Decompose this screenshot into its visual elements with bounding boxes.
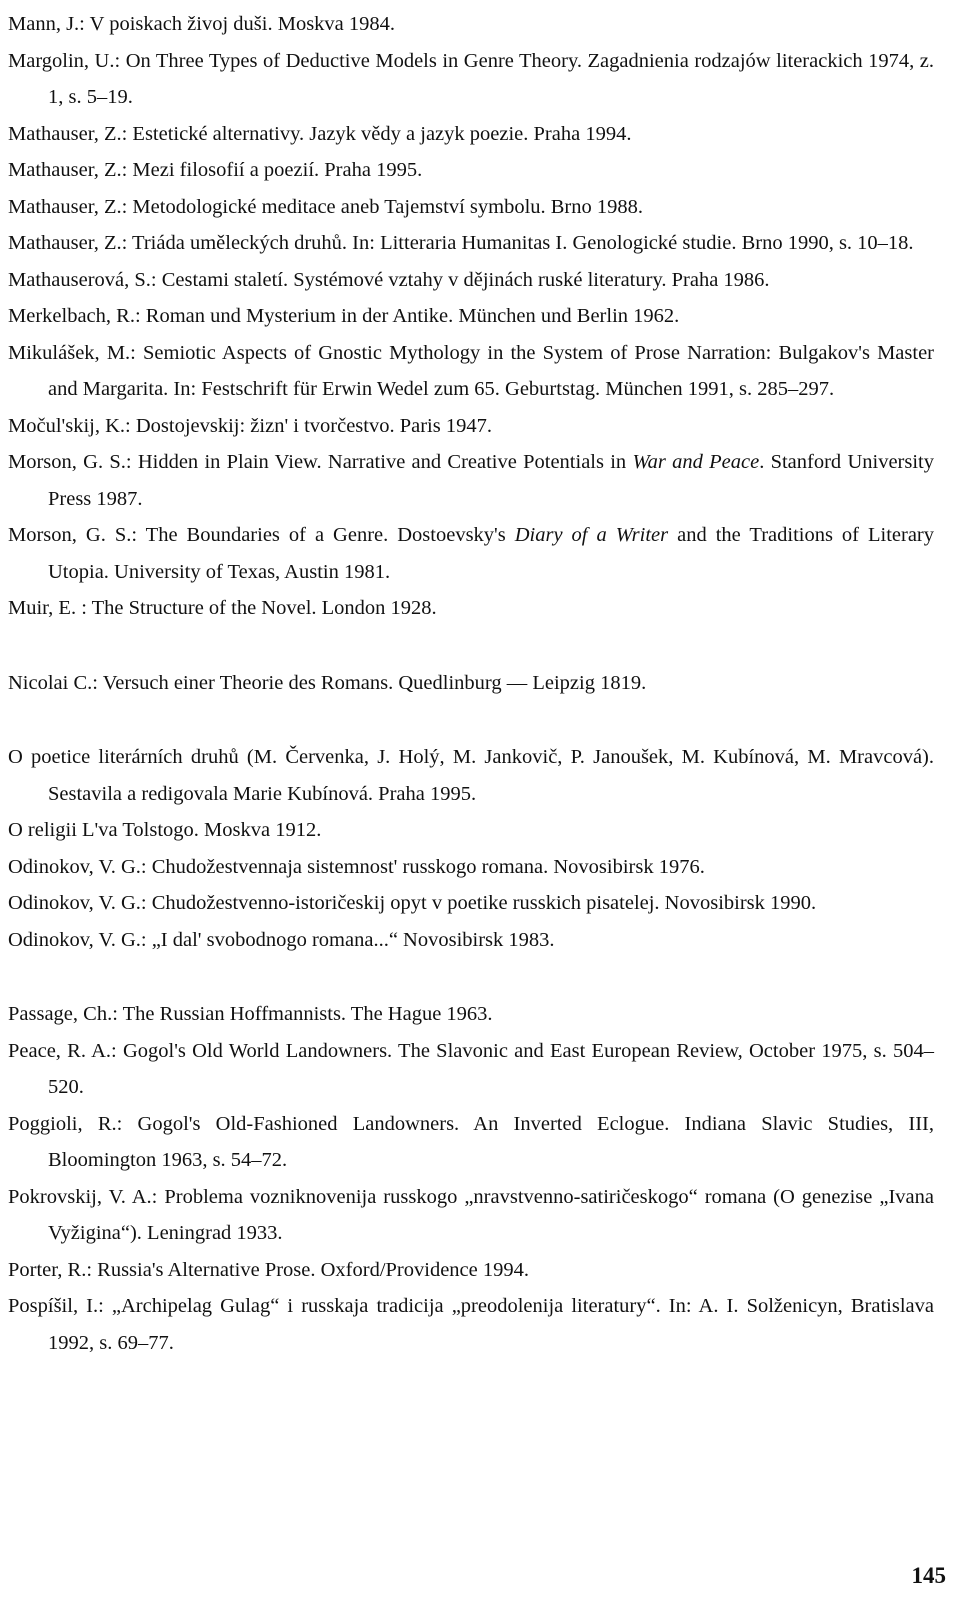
bibliography-entry: [8, 739, 934, 812]
entry-text: Mikulášek, M.: Semiotic Aspects of Gnostic Mythology in the System of Prose Narration: Bulgakov's Master and Margarita. In: Festschrift für Erwin Wedel zum 65. Geburtstag. München 1991, s. 285–297.: [8, 341, 934, 400]
entry-text: Morson, G. S.: The Boundaries of a Genre. Dostoevsky's: [8, 524, 515, 546]
bibliography-entry: [8, 444, 934, 517]
bibliography-entry: [8, 996, 934, 1033]
bibliography-entry: [8, 849, 934, 886]
bibliography-entry: [8, 6, 934, 43]
entry-text: Močul'skij, K.: Dostojevskij: žizn' i tvorčestvo. Paris 1947.: [8, 414, 492, 437]
bibliography-entry: [8, 298, 934, 335]
bibliography-entry: [8, 922, 934, 959]
bibliography-entry: [8, 152, 934, 189]
entry-text: Merkelbach, R.: Roman und Mysterium in der Antike. München und Berlin 1962.: [8, 305, 680, 327]
entry-title-italic: Diary of a Writer: [514, 524, 669, 546]
entry-text: Peace, R. A.: Gogol's Old World Landowners. The Slavonic and East European Review, October 1975, s. 504–520.: [8, 1039, 934, 1098]
bibliography-entry: [8, 225, 934, 262]
entry-text: Pokrovskij, V. A.: Problema vozniknovenija russkogo „nravstvenno-satiričeskogo“ romana (O genezise „Ivana Vyžigina“). Leningrad 1933.: [8, 1185, 934, 1244]
entry-text: Odinokov, V. G.: Chudožestvennaja sistemnost' russkogo romana. Novosibirsk 1976.: [8, 855, 705, 878]
entry-text: Porter, R.: Russia's Alternative Prose. Oxford/Providence 1994.: [8, 1258, 529, 1281]
bibliography-list: [8, 6, 934, 1361]
entry-text: Poggioli, R.: Gogol's Old-Fashioned Landowners. An Inverted Eclogue. Indiana Slavic Studies, III, Bloomington 1963, s. 54–72.: [8, 1112, 934, 1171]
bibliography-entry: [8, 262, 934, 299]
bibliography-entry: [8, 1252, 934, 1289]
entry-text: Mathauser, Z.: Mezi filosofií a poezií. Praha 1995.: [8, 159, 423, 181]
entry-text: Mathauser, Z.: Estetické alternativy. Jazyk vědy a jazyk poezie. Praha 1994.: [8, 122, 632, 145]
entry-text: Margolin, U.: On Three Types of Deductive Models in Genre Theory. Zagadnienia rodzajów literackich 1974, z. 1, s. 5–19.: [8, 49, 934, 108]
page-number: 145: [911, 1563, 946, 1588]
bibliography-entry: [8, 517, 934, 590]
bibliography-entry: [8, 189, 934, 226]
entry-text: Mathauser, Z.: Triáda uměleckých druhů. In: Litteraria Humanitas I. Genologické studie. Brno 1990, s. 10–18.: [8, 232, 914, 254]
bibliography-entry: [8, 812, 934, 849]
entry-text: Mann, J.: V poiskach živoj duši. Moskva 1984.: [8, 13, 396, 35]
bibliography-entry: [8, 665, 934, 702]
entry-text: Odinokov, V. G.: „I dal' svobodnogo romana...“ Novosibirsk 1983.: [8, 928, 555, 951]
entry-text: . Stanford University Press 1987.: [48, 451, 934, 510]
bibliography-entry: [8, 408, 934, 445]
bibliography-entry: [8, 1033, 934, 1106]
entry-text: O religii L'va Tolstogo. Moskva 1912.: [8, 819, 322, 841]
entry-text: Passage, Ch.: The Russian Hoffmannists. The Hague 1963.: [8, 1003, 493, 1025]
entry-text: and the Traditions of Literary Utopia. University of Texas, Austin 1981.: [48, 524, 935, 583]
entry-text: O poetice literárních druhů (M. Červenka, J. Holý, M. Jankovič, P. Janoušek, M. Kubínová, M. Mravcová). Sestavila a redigovala Marie Kubínová. Praha 1995.: [8, 746, 934, 805]
bibliography-entry: [8, 885, 934, 922]
bibliography-entry: [8, 335, 934, 408]
entry-text: Nicolai C.: Versuch einer Theorie des Romans. Quedlinburg — Leipzig 1819.: [8, 671, 647, 694]
bibliography-entry: [8, 1106, 934, 1179]
entry-text: Morson, G. S.: Hidden in Plain View. Narrative and Creative Potentials in: [8, 451, 633, 473]
entry-text: Mathauserová, S.: Cestami staletí. Systémové vztahy v dějinách ruské literatury. Praha 1986.: [8, 268, 770, 291]
bibliography-entry: [8, 1179, 934, 1252]
bibliography-entry: [8, 590, 934, 627]
bibliography-entry: [8, 1288, 934, 1361]
bibliography-entry: [8, 116, 934, 153]
entry-title-italic: War and Peace: [632, 451, 760, 473]
entry-text: Mathauser, Z.: Metodologické meditace aneb Tajemství symbolu. Brno 1988.: [8, 195, 644, 218]
entry-text: Muir, E. : The Structure of the Novel. London 1928.: [8, 597, 437, 619]
entry-text: Pospíšil, I.: „Archipelag Gulag“ i russkaja tradicija „preodolenija literatury“. In: A. I. Solženicyn, Bratislava 1992, s. 69–77.: [8, 1295, 934, 1354]
entry-text: Odinokov, V. G.: Chudožestvenno-istoričeskij opyt v poetike russkich pisatelej. Novosibirsk 1990.: [8, 892, 817, 914]
bibliography-entry: [8, 43, 934, 116]
